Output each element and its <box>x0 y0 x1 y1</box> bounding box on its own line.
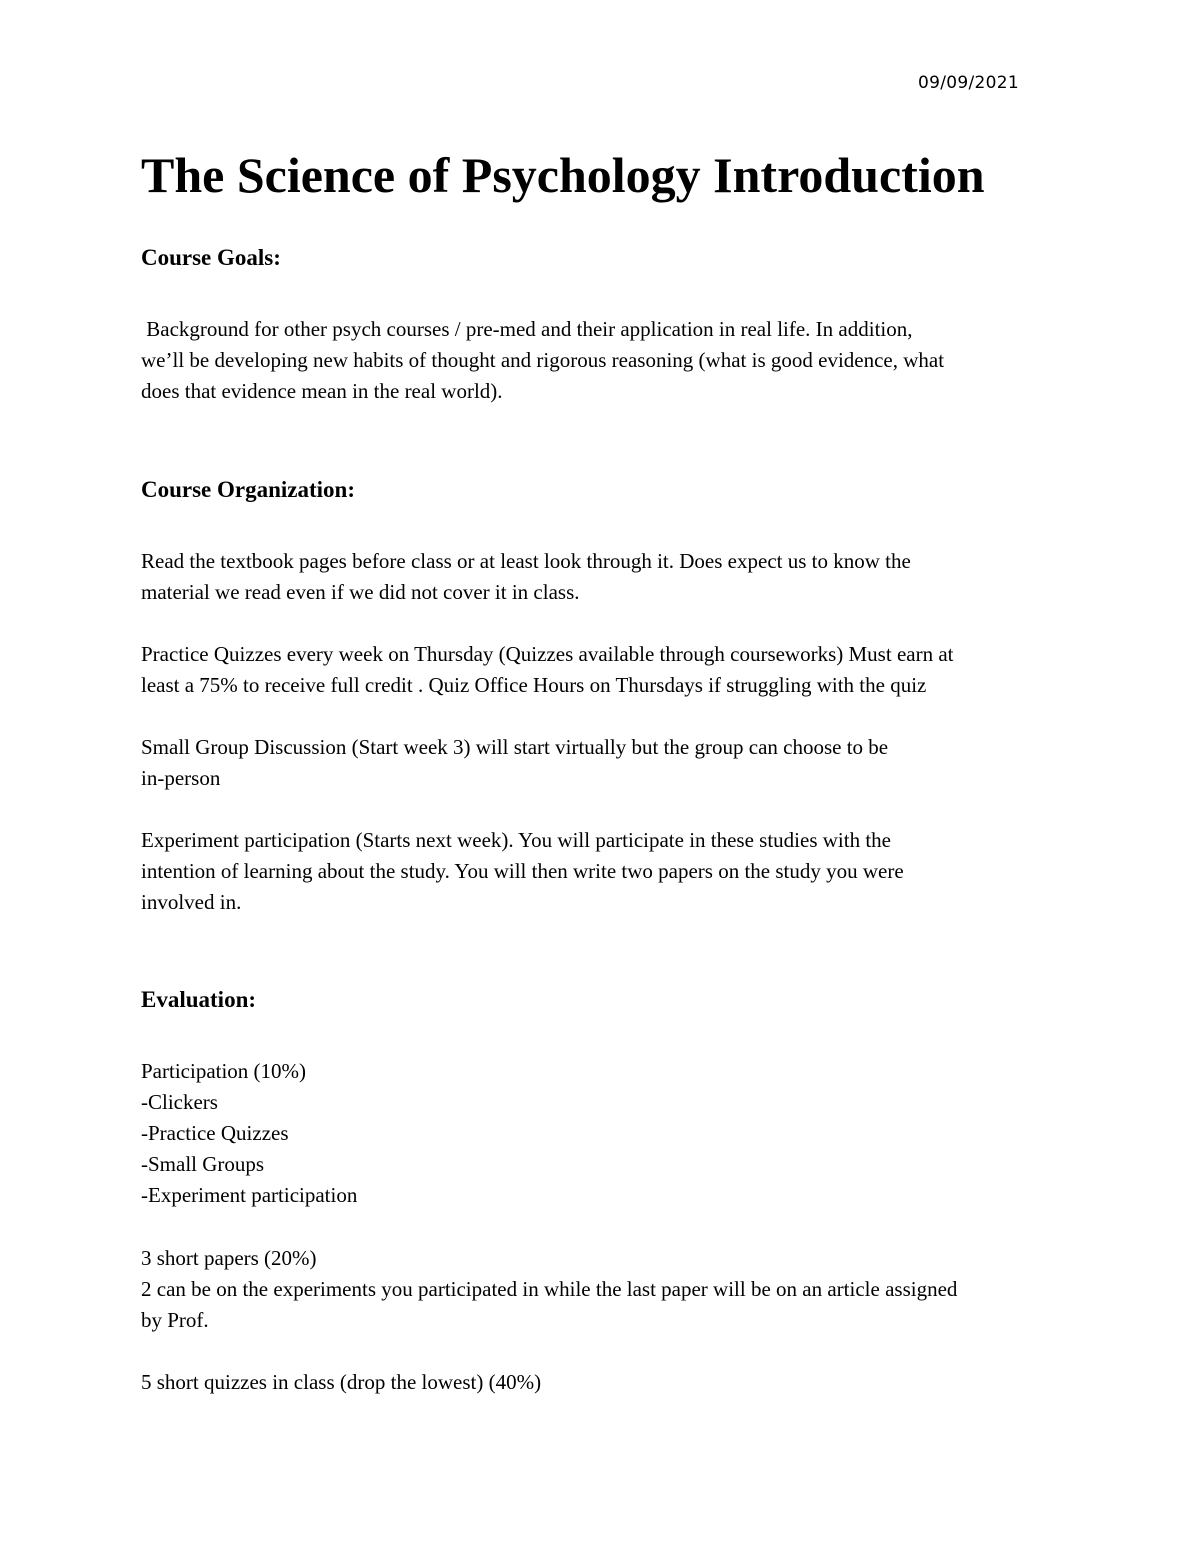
practice-quizzes-paragraph <box>141 639 1071 701</box>
text-line: material we read even if we did not cover it in class. <box>141 580 580 604</box>
reading-paragraph <box>141 546 1071 608</box>
list-item: -Clickers <box>141 1090 218 1114</box>
text-line: 5 short quizzes in class (drop the lowest) (40%) <box>141 1370 542 1394</box>
experiment-paragraph <box>141 825 1071 918</box>
text-line: does that evidence mean in the real world). <box>141 379 503 403</box>
small-group-paragraph <box>141 732 1071 794</box>
text-line: Practice Quizzes every week on Thursday (Quizzes available through courseworks) Must earn at <box>141 642 954 666</box>
list-item: -Experiment participation <box>141 1183 358 1207</box>
text-line: involved in. <box>141 890 242 914</box>
text-line: we’ll be developing new habits of thought and rigorous reasoning (what is good evidence, what <box>141 348 945 372</box>
evaluation-heading: Evaluation: <box>141 987 257 1012</box>
document-date: 09/09/2021 <box>918 73 1019 93</box>
list-item: -Practice Quizzes <box>141 1121 289 1145</box>
course-organization-heading: Course Organization: <box>141 477 356 502</box>
text-line: Read the textbook pages before class or at least look through it. Does expect us to know the <box>141 549 911 573</box>
short-quizzes-paragraph <box>141 1367 1071 1398</box>
text-line: Small Group Discussion (Start week 3) will start virtually but the group can choose to be <box>141 735 889 759</box>
text-line: intention of learning about the study. You will then write two papers on the study you were <box>141 859 904 883</box>
course-goals-paragraph <box>141 314 1071 407</box>
text-line: in-person <box>141 766 221 790</box>
list-item: -Small Groups <box>141 1152 265 1176</box>
document-title: The Science of Psychology Introduction <box>141 147 985 203</box>
text-line: Experiment participation (Starts next week). You will participate in these studies with the <box>141 828 892 852</box>
text-line: by Prof. <box>141 1308 209 1332</box>
text-line: Background for other psych courses / pre-med and their application in real life. In addition, <box>141 317 913 341</box>
short-papers-paragraph <box>141 1243 1071 1336</box>
participation-list <box>141 1056 1071 1211</box>
course-goals-heading: Course Goals: <box>141 245 281 270</box>
text-line: 2 can be on the experiments you participated in while the last paper will be on an article assigned <box>141 1277 958 1301</box>
text-line: Participation (10%) <box>141 1059 307 1083</box>
text-line: least a 75% to receive full credit . Quiz Office Hours on Thursdays if struggling with the quiz <box>141 673 927 697</box>
text-line: 3 short papers (20%) <box>141 1246 317 1270</box>
